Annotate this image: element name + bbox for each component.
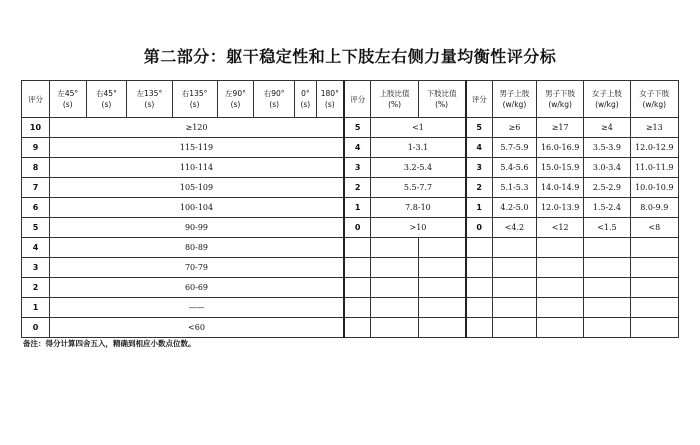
empty-cell (584, 258, 630, 278)
score2-cell: 1 (344, 198, 371, 218)
trunk-cell: 115-119 (49, 138, 344, 158)
score-cell: 5 (22, 218, 50, 238)
table-row (22, 138, 679, 158)
score-cell: 3 (22, 258, 50, 278)
trunk-cell: 80-89 (49, 238, 344, 258)
trunk-cell: 105-109 (49, 178, 344, 198)
header-score-2: 评分 (344, 81, 371, 118)
header-180: 180° (s) (316, 81, 344, 118)
empty-cell (344, 238, 371, 258)
trunk-cell: <60 (49, 318, 344, 338)
female-upper-cell: ≥4 (584, 118, 630, 138)
empty-cell (371, 318, 418, 338)
empty-cell (466, 258, 493, 278)
empty-cell (344, 298, 371, 318)
score-cell: 7 (22, 178, 50, 198)
female-upper-cell: 1.5-2.4 (584, 198, 630, 218)
header-female-lower: 女子下肢 (w/kg) (630, 81, 678, 118)
score3-cell: 1 (466, 198, 493, 218)
header-score-3: 评分 (466, 81, 493, 118)
empty-cell (630, 238, 678, 258)
header-right90: 右90° (s) (254, 81, 295, 118)
empty-cell (630, 258, 678, 278)
male-upper-cell: <4.2 (492, 218, 536, 238)
trunk-cell: 100-104 (49, 198, 344, 218)
header-female-upper: 女子上肢 (w/kg) (584, 81, 630, 118)
header-male-lower: 男子下肢 (w/kg) (536, 81, 583, 118)
table-row (22, 318, 679, 338)
score-cell: 4 (22, 238, 50, 258)
ratio-cell: 7.8-10 (371, 198, 466, 218)
trunk-cell: 110-114 (49, 158, 344, 178)
score-cell: 0 (22, 318, 50, 338)
empty-cell (492, 298, 536, 318)
score2-cell: 4 (344, 138, 371, 158)
ratio-cell: 1-3.1 (371, 138, 466, 158)
empty-cell (630, 278, 678, 298)
female-upper-cell: 3.0-3.4 (584, 158, 630, 178)
header-upper-ratio: 上肢比值 (%) (371, 81, 418, 118)
score-cell: 10 (22, 118, 50, 138)
male-lower-cell: 14.0-14.9 (536, 178, 583, 198)
male-lower-cell: 16.0-16.9 (536, 138, 583, 158)
empty-cell (371, 238, 418, 258)
male-lower-cell: ≥17 (536, 118, 583, 138)
header-male-upper: 男子上肢 (w/kg) (492, 81, 536, 118)
header-right45: 右45° (s) (86, 81, 127, 118)
header-score: 评分 (22, 81, 50, 118)
table-row (22, 238, 679, 258)
ratio-cell: 3.2-5.4 (371, 158, 466, 178)
table-row (22, 258, 679, 278)
male-upper-cell: 5.4-5.6 (492, 158, 536, 178)
empty-cell (536, 298, 583, 318)
table-row (22, 198, 679, 218)
empty-cell (584, 238, 630, 258)
score3-cell: 4 (466, 138, 493, 158)
empty-cell (344, 318, 371, 338)
female-lower-cell: 11.0-11.9 (630, 158, 678, 178)
header-left90: 左90° (s) (217, 81, 254, 118)
male-upper-cell: 5.7-5.9 (492, 138, 536, 158)
empty-cell (466, 278, 493, 298)
male-upper-cell: 4.2-5.0 (492, 198, 536, 218)
male-upper-cell: ≥6 (492, 118, 536, 138)
male-upper-cell: 5.1-5.3 (492, 178, 536, 198)
female-lower-cell: 10.0-10.9 (630, 178, 678, 198)
header-zero: 0° (s) (295, 81, 317, 118)
score-cell: 6 (22, 198, 50, 218)
empty-cell (371, 258, 418, 278)
empty-cell (466, 298, 493, 318)
score2-cell: 0 (344, 218, 371, 238)
empty-cell (418, 278, 465, 298)
empty-cell (418, 318, 465, 338)
table-row (22, 218, 679, 238)
trunk-cell: 60-69 (49, 278, 344, 298)
female-lower-cell: ≥13 (630, 118, 678, 138)
trunk-cell: 70-79 (49, 258, 344, 278)
score-cell: 1 (22, 298, 50, 318)
empty-cell (418, 238, 465, 258)
female-lower-cell: 12.0-12.9 (630, 138, 678, 158)
footnote: 备注：得分计算四舍五入，精确到相应小数点位数。 (23, 339, 196, 348)
score3-cell: 2 (466, 178, 493, 198)
empty-cell (466, 318, 493, 338)
header-row (22, 81, 679, 118)
empty-cell (418, 298, 465, 318)
score3-cell: 0 (466, 218, 493, 238)
page-title: 第二部分：躯干稳定性和上下肢左右侧力量均衡性评分标 (143, 47, 557, 66)
score-cell: 9 (22, 138, 50, 158)
empty-cell (418, 258, 465, 278)
table-row (22, 178, 679, 198)
score2-cell: 5 (344, 118, 371, 138)
score-cell: 8 (22, 158, 50, 178)
empty-cell (536, 318, 583, 338)
header-left135: 左135° (s) (127, 81, 172, 118)
male-lower-cell: <12 (536, 218, 583, 238)
scoring-table (21, 80, 679, 338)
ratio-cell: 5.5-7.7 (371, 178, 466, 198)
empty-cell (344, 258, 371, 278)
table-row (22, 158, 679, 178)
ratio-cell: <1 (371, 118, 466, 138)
score2-cell: 3 (344, 158, 371, 178)
score3-cell: 3 (466, 158, 493, 178)
header-left45: 左45° (s) (49, 81, 86, 118)
empty-cell (584, 318, 630, 338)
empty-cell (371, 278, 418, 298)
header-right135: 右135° (s) (172, 81, 217, 118)
empty-cell (492, 318, 536, 338)
empty-cell (492, 258, 536, 278)
score3-cell: 5 (466, 118, 493, 138)
header-lower-ratio: 下肢比值 (%) (418, 81, 465, 118)
male-lower-cell: 12.0-13.9 (536, 198, 583, 218)
trunk-cell: —— (49, 298, 344, 318)
empty-cell (536, 238, 583, 258)
empty-cell (584, 298, 630, 318)
empty-cell (584, 278, 630, 298)
ratio-cell: >10 (371, 218, 466, 238)
empty-cell (492, 238, 536, 258)
table-row (22, 118, 679, 138)
table-row (22, 278, 679, 298)
female-upper-cell: 3.5-3.9 (584, 138, 630, 158)
female-lower-cell: <8 (630, 218, 678, 238)
male-lower-cell: 15.0-15.9 (536, 158, 583, 178)
trunk-cell: 90-99 (49, 218, 344, 238)
empty-cell (536, 278, 583, 298)
female-upper-cell: 2.5-2.9 (584, 178, 630, 198)
trunk-cell: ≥120 (49, 118, 344, 138)
empty-cell (630, 318, 678, 338)
score-cell: 2 (22, 278, 50, 298)
female-upper-cell: <1.5 (584, 218, 630, 238)
female-lower-cell: 8.0-9.9 (630, 198, 678, 218)
empty-cell (536, 258, 583, 278)
empty-cell (344, 278, 371, 298)
empty-cell (371, 298, 418, 318)
empty-cell (630, 298, 678, 318)
empty-cell (492, 278, 536, 298)
table-row (22, 298, 679, 318)
score2-cell: 2 (344, 178, 371, 198)
empty-cell (466, 238, 493, 258)
